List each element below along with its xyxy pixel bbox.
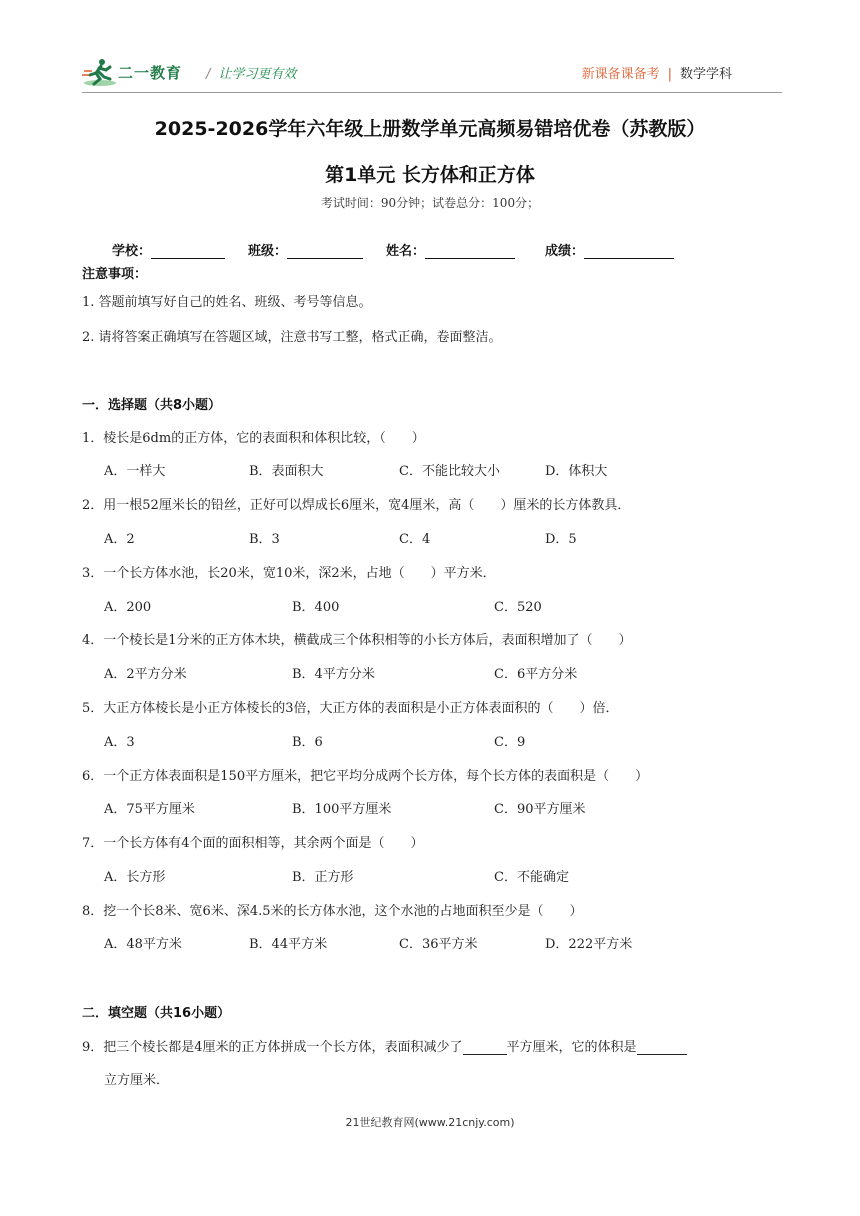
header-divider [82,92,782,93]
option-c[interactable]: C．36平方米 [399,937,478,952]
class-blank[interactable] [287,244,363,259]
q9-blank-2[interactable] [637,1041,687,1055]
option-b[interactable]: B．6 [292,735,323,750]
question-stem: 3．一个长方体水池，长20米，宽10米，深2米，占地（ ）平方米． [82,566,496,581]
question-stem: 4．一个棱长是1分米的正方体木块，横截成三个体积相等的小长方体后，表面积增加了（ ） [82,633,632,648]
option-b[interactable]: B．表面积大 [249,464,324,479]
option-c[interactable]: C．90平方厘米 [494,802,586,817]
class-field[interactable] [248,240,363,259]
slogan-text: 让学习更有效 [218,67,297,82]
question-stem: 2．用一根52厘米长的铅丝，正好可以焊成长6厘米，宽4厘米，高（ ）厘米的长方体教具． [82,498,631,513]
option-b[interactable]: B．100平方厘米 [292,802,392,817]
page-footer: 21世纪教育网(www.21cnjy.com) [345,1116,515,1129]
question-stem: 6．一个正方体表面积是150平方厘米，把它平均分成两个长方体，每个长方体的表面积是（ ） [82,769,649,784]
option-a[interactable]: A．一样大 [104,464,166,479]
q9-text-b: 平方厘米，它的体积是 [506,1040,637,1055]
option-b[interactable]: B．4平方分米 [292,667,375,682]
score-label: 成绩： [545,244,585,259]
unit-title: 第1单元 长方体和正方体 [325,164,535,186]
school-field[interactable] [112,240,225,259]
section1-heading: 一．选择题（共8小题） [82,398,222,413]
option-a[interactable]: A．2平方分米 [104,667,187,682]
page-header [82,55,782,91]
q9-text-a: 9．把三个棱长都是4厘米的正方体拼成一个长方体，表面积减少了 [82,1040,463,1055]
header-subject-label: 数学学科 [679,67,732,82]
slogan: / 让学习更有效 [206,67,297,82]
option-c[interactable]: C．不能比较大小 [399,464,500,479]
option-d[interactable]: D．222平方米 [545,937,633,952]
note-2: 2. 请将答案正确填写在答题区域，注意书写工整，格式正确，卷面整洁。 [82,330,502,345]
name-label: 姓名： [386,244,426,259]
question-9-line2: 立方厘米． [104,1073,170,1088]
option-a[interactable]: A．3 [104,735,135,750]
option-c[interactable]: C．不能确定 [494,870,569,885]
score-field[interactable] [545,240,674,259]
name-blank[interactable] [425,244,515,259]
school-label: 学校： [112,244,152,259]
option-a[interactable]: A．长方形 [104,870,166,885]
option-a[interactable]: A．200 [104,600,152,615]
school-blank[interactable] [151,244,225,259]
option-c[interactable]: C．4 [399,532,431,547]
section2-heading: 二．填空题（共16小题） [82,1006,231,1021]
header-separator: | [667,67,672,82]
option-b[interactable]: B．400 [292,600,340,615]
name-field[interactable] [386,240,515,259]
question-9-line1 [82,1036,687,1055]
page-title: 2025-2026学年六年级上册数学单元高频易错培优卷（苏教版） [154,118,706,140]
option-a[interactable]: A．48平方米 [104,937,182,952]
exam-info: 考试时间：90分钟；试卷总分：100分； [320,196,540,210]
option-a[interactable]: A．75平方厘米 [104,802,195,817]
score-blank[interactable] [584,244,674,259]
question-stem: 7．一个长方体有4个面的面积相等，其余两个面是（ ） [82,836,424,851]
option-a[interactable]: A．2 [104,532,135,547]
question-stem: 8．挖一个长8米、宽6米、深4.5米的长方体水池，这个水池的占地面积至少是（ ） [82,904,583,919]
question-stem: 1．棱长是6dm的正方体，它的表面积和体积比较，（ ） [82,431,425,446]
option-c[interactable]: C．9 [494,735,526,750]
option-c[interactable]: C．6平方分米 [494,667,578,682]
note-1: 1. 答题前填写好自己的姓名、班级、考号等信息。 [82,295,372,310]
header-right [582,63,732,82]
notes-heading: 注意事项： [82,267,148,282]
q9-blank-1[interactable] [463,1041,507,1055]
option-d[interactable]: D．体积大 [545,464,608,479]
class-label: 班级： [248,244,288,259]
header-course-label: 新课备课备考 [581,67,660,82]
option-d[interactable]: D．5 [545,532,577,547]
option-b[interactable]: B．44平方米 [249,937,328,952]
option-b[interactable]: B．3 [249,532,280,547]
option-b[interactable]: B．正方形 [292,870,354,885]
question-stem: 5．大正方体棱长是小正方体棱长的3倍，大正方体的表面积是小正方体表面积的（ ）倍． [82,701,619,716]
logo-text: 二一教育 [118,64,183,82]
option-c[interactable]: C．520 [494,600,542,615]
